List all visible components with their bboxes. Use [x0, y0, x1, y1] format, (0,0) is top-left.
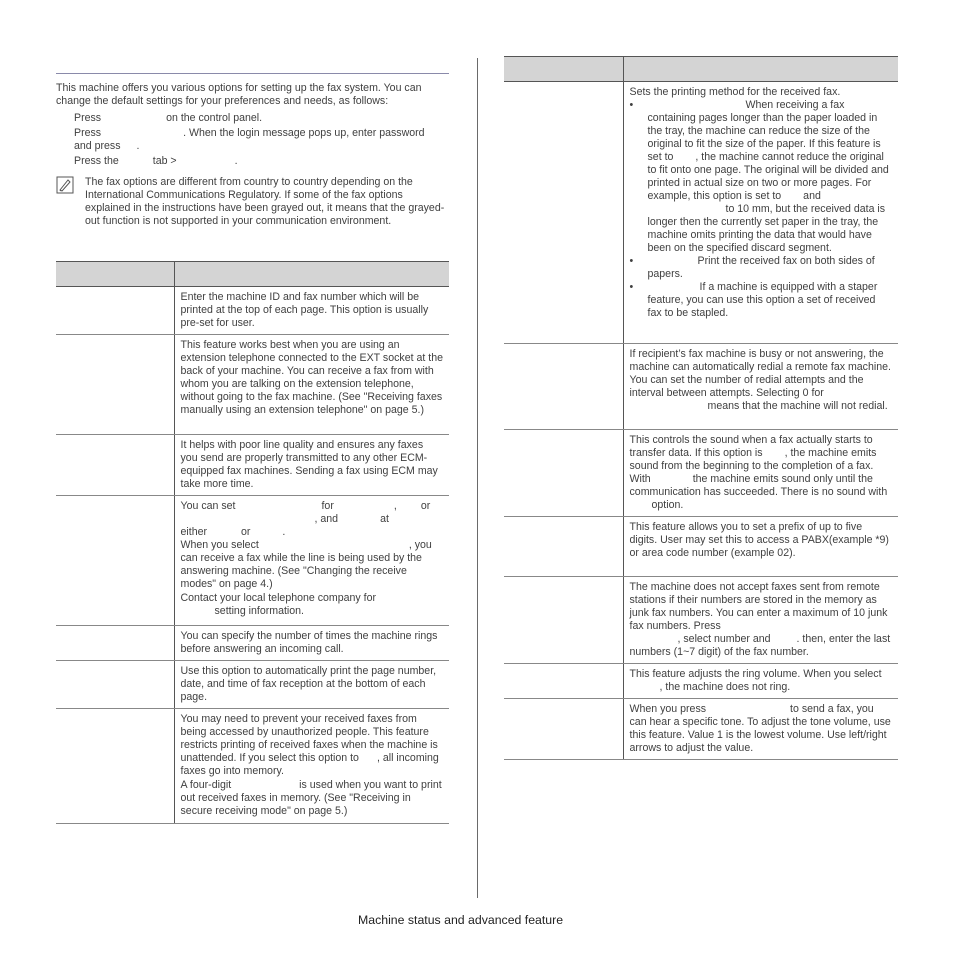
table-row [56, 709, 449, 824]
bullet-icon: • [629, 281, 634, 293]
description-cell [623, 82, 898, 344]
step-2-end: . [136, 140, 140, 152]
description-cell: Use this option to automatically print the page number, date, and time of fax reception at the bottom of each page. [174, 661, 449, 709]
receive-mode-line-2 [181, 513, 444, 526]
header-description [174, 262, 449, 287]
text-span: , and [314, 513, 339, 525]
description-cell [623, 344, 898, 430]
text-span: setting information. [214, 605, 305, 617]
text-span: You can set [180, 500, 236, 512]
option-cell [504, 517, 623, 577]
description-cell [623, 664, 898, 699]
text-span: the machine emits sound only until the communication has succeeded. There is no sound with [629, 473, 888, 498]
table-row [504, 344, 898, 430]
table-row [56, 661, 449, 709]
receive-mode-para-2 [181, 539, 444, 591]
step-3-press: Press the [74, 155, 119, 167]
description-cell [623, 577, 898, 664]
step-2-press: Press [74, 127, 102, 139]
option-cell [504, 82, 623, 344]
description-cell: This feature allows you to set a prefix of up to five digits. User may set this to access a PABX(example *9) or area code number (example 02). [623, 517, 898, 577]
text-span: or [420, 500, 431, 512]
list-item [630, 99, 893, 255]
steps-list [74, 112, 434, 170]
table-row [56, 335, 449, 435]
text-span: If a machine is equipped with a staper feature, you can use this option a set of received fax to be stapled. [647, 281, 878, 319]
text-span: , you can receive a fax while the line is being used by the answering machine. (See "Changing the receive modes" on page 4.) [180, 539, 432, 590]
text-span: , select number and [677, 633, 771, 645]
receive-mode-para-3 [181, 592, 444, 618]
text-span: Contact your local telephone company for [180, 592, 377, 604]
text-span: Print the received fax on both sides of papers. [647, 255, 875, 280]
note-icon [56, 176, 74, 194]
text-span: for [321, 500, 334, 512]
text-span: at [380, 513, 389, 525]
option-cell [56, 496, 174, 626]
text-span: to 10 mm, but the received data is longer then the currently set paper in the tray, the machine omits printing the data that would have been on the specified discard segment. [647, 203, 886, 254]
description-cell: You can specify the number of times the machine rings before answering an incoming call. [174, 626, 449, 661]
step-2 [74, 127, 434, 153]
option-cell [56, 435, 174, 496]
bullet-icon: • [629, 99, 634, 111]
text-span: . [282, 526, 286, 538]
text-span: When you select [180, 539, 259, 551]
step-3-end: . [234, 155, 238, 167]
list-item [630, 281, 893, 320]
text-span: When receiving a fax containing pages longer than the paper loaded in the tray, the machine can reduce the size of the original to fit the size of the paper. If this feature is set to [647, 99, 881, 163]
secure-receive-para-2 [181, 779, 444, 818]
text-span: and [803, 190, 821, 202]
option-cell [56, 626, 174, 661]
option-cell [56, 661, 174, 709]
description-cell [623, 699, 898, 760]
option-cell [56, 709, 174, 824]
table-row [504, 577, 898, 664]
table-row [504, 82, 898, 344]
text-span: is used when you want to print out received faxes in memory. (See "Receiving in secure receiving mode" on page 5.) [180, 779, 442, 817]
text-span: , the machine emits sound from the beginning to the completion of a fax. With [629, 447, 877, 485]
table-row [56, 626, 449, 661]
table-row [56, 287, 449, 335]
description-cell [623, 430, 898, 517]
description-cell: It helps with poor line quality and ensures any faxes you send are properly transmitted to any other ECM-equipped fax machines. Sending a fax using ECM may take more time. [174, 435, 449, 496]
bullet-icon: • [629, 255, 634, 267]
text-span: , the machine cannot reduce the original to fit onto one page. The original will be divided and printed in actual size on two or more pages. For example, this option is set to [647, 151, 889, 202]
option-cell [504, 664, 623, 699]
option-cell [504, 699, 623, 760]
column-divider [477, 58, 478, 898]
step-1-text: on the control panel. [166, 112, 263, 124]
page-footer: Machine status and advanced feature [358, 913, 564, 927]
text-span: option. [651, 499, 684, 511]
step-1-press: Press [74, 112, 102, 124]
option-cell [504, 430, 623, 517]
receive-mode-line-1 [181, 500, 444, 513]
step-2-text: . When the login message pops up, enter password and press [74, 127, 425, 152]
list-item [630, 255, 893, 281]
text-span: means that the machine will not redial. [707, 400, 888, 412]
description-cell [174, 709, 449, 824]
step-1 [74, 112, 434, 125]
table-header [56, 262, 449, 287]
text-span: When you press [629, 703, 707, 715]
fax-options-table-left [56, 261, 449, 824]
text-span: to send a fax, you can hear a specific tone. To adjust the tone volume, use this feature. Value 1 is the lowest volume. Use left/right arrows to adjust the value. [629, 703, 891, 754]
text-span: A four-digit [180, 779, 232, 791]
text-span: You may need to prevent your received faxes from being accessed by unauthorized people. This feature restricts printing of received faxes when the machine is unattended. If you select this option to [180, 713, 438, 764]
option-cell [504, 577, 623, 664]
text-span: This controls the sound when a fax actually starts to transfer data. If this option is [629, 434, 873, 459]
receive-print-intro: Sets the printing method for the received fax. [629, 86, 841, 98]
receive-mode-line-3 [181, 526, 444, 539]
description-cell: This feature works best when you are using an extension telephone connected to the EXT socket at the back of your machine. You can receive a fax from with whom you are talking on the extension telephone, without going to the fax machine. (See "Receiving faxes manually using an extension telephone" on page 5.) [174, 335, 449, 435]
header-description [623, 57, 898, 82]
text-span: or [241, 526, 251, 538]
option-cell [56, 287, 174, 335]
step-3-text: tab > [152, 155, 177, 167]
text-span: . then, enter the last numbers (1~7 digit) of the fax number. [629, 633, 891, 658]
section-rule [56, 73, 449, 74]
header-option [56, 262, 174, 287]
step-3 [74, 155, 434, 168]
description-cell [174, 496, 449, 626]
text-span: , all incoming faxes go into memory. [180, 752, 439, 777]
header-option [504, 57, 623, 82]
table-row [504, 517, 898, 577]
secure-receive-para-1 [181, 713, 444, 778]
receive-print-list [630, 99, 893, 320]
table-header [504, 57, 898, 82]
note-text: The fax options are different from country to country depending on the International Communications Regulatory. If some of the fax options explained in the instructions have been grayed out, it means that the grayed-out function is not supported in your communication environment. [85, 176, 445, 227]
intro-text: This machine offers you various options for setting up the fax system. You can change the default settings for your preferences and needs, as follows: [56, 82, 422, 107]
option-cell [56, 335, 174, 435]
option-cell [504, 344, 623, 430]
table-row [56, 496, 449, 626]
table-row [56, 435, 449, 496]
table-row [504, 664, 898, 699]
fax-options-table-right [504, 56, 898, 760]
table-row [504, 699, 898, 760]
description-cell: Enter the machine ID and fax number which will be printed at the top of each page. This option is usually pre-set for user. [174, 287, 449, 335]
text-span: , [393, 500, 397, 512]
text-span: The machine does not accept faxes sent from remote stations if their numbers are stored in the memory as junk fax numbers. You can enter a maximum of 10 junk fax numbers. Press [629, 581, 888, 632]
table-row [504, 430, 898, 517]
text-span: This feature adjusts the ring volume. When you select [629, 668, 882, 680]
text-span: If recipient’s fax machine is busy or not answering, the machine can automatically redial a remote fax machine. You can set the number of redial attempts and the interval between attempts. Selecting 0 for [629, 348, 891, 399]
text-span: , the machine does not ring. [659, 681, 791, 693]
text-span: either [180, 526, 207, 538]
